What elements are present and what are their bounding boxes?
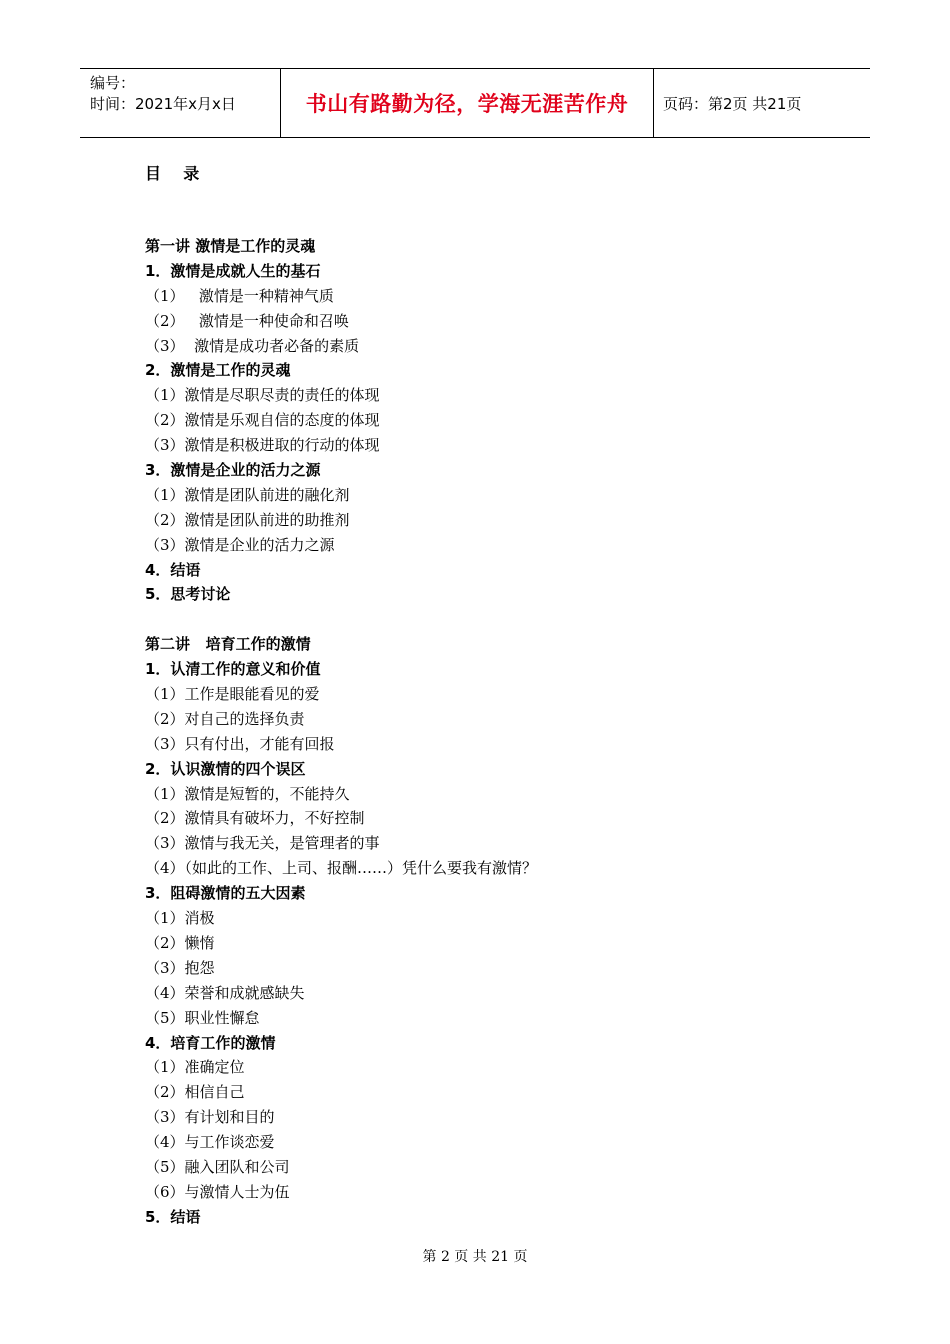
toc-item: （5）融入团队和公司	[145, 1157, 290, 1176]
toc-heading: 1．认清工作的意义和价值	[145, 660, 321, 679]
toc-item: （2）激情是团队前进的助推剂	[145, 510, 350, 529]
toc-item: （4）（如此的工作、上司、报酬……）凭什么要我有激情？	[145, 859, 538, 878]
toc-heading: 3．激情是企业的活力之源	[145, 461, 321, 480]
toc-spacer	[145, 607, 825, 632]
toc-item: （2） 激情是一种使命和召唤	[145, 311, 349, 330]
document-number-label: 编号：	[90, 74, 136, 92]
toc-item: （2）懒惰	[145, 933, 215, 952]
toc-item: （1）激情是尽职尽责的责任的体现	[145, 386, 380, 405]
toc-item: （6）与激情人士为伍	[145, 1182, 290, 1201]
toc-item: （3）激情是企业的活力之源	[145, 535, 335, 554]
toc-item: （4）荣誉和成就感缺失	[145, 983, 305, 1002]
toc-item: （3）抱怨	[145, 958, 215, 977]
toc-heading: 2．认识激情的四个误区	[145, 759, 306, 778]
toc-heading: 4．结语	[145, 560, 201, 579]
header-motto: 书山有路勤为径，学海无涯苦作舟	[281, 69, 654, 137]
toc-heading: 5．结语	[145, 1207, 201, 1226]
document-date: 时间：2021年x月x日	[90, 95, 236, 113]
toc-item: （3）激情与我无关，是管理者的事	[145, 834, 380, 853]
toc-item: （1）工作是眼能看见的爱	[145, 685, 320, 704]
page-footer: 第 2 页 共 21 页	[422, 1249, 528, 1265]
toc-heading: 第一讲 激情是工作的灵魂	[145, 237, 316, 255]
toc-item: （3）只有付出，才能有回报	[145, 734, 335, 753]
toc-title: 目 录	[145, 164, 200, 183]
toc-item: （1）激情是短暂的，不能持久	[145, 784, 350, 803]
toc-heading: 第二讲 培育工作的激情	[145, 635, 311, 654]
toc-item: （2）激情是乐观自信的态度的体现	[145, 411, 380, 430]
header-meta	[80, 69, 281, 137]
toc-item: （4）与工作谈恋爱	[145, 1133, 275, 1152]
toc-item: （1） 激情是一种精神气质	[145, 286, 334, 305]
toc-item: （3） 激情是成功者必备的素质	[145, 336, 360, 355]
header-page-info: 页码：第2页 共21页	[663, 94, 802, 113]
toc-item: （2）对自己的选择负责	[145, 709, 305, 728]
toc-item: （3）有计划和目的	[145, 1108, 275, 1127]
page-header	[80, 68, 870, 138]
toc-heading: 5．思考讨论	[145, 585, 231, 604]
table-of-contents	[145, 234, 825, 1230]
toc-item: （2）相信自己	[145, 1083, 245, 1102]
toc-item: （1）准确定位	[145, 1058, 245, 1077]
toc-heading: 1．激情是成就人生的基石	[145, 261, 321, 280]
toc-item: （2）激情具有破坏力，不好控制	[145, 809, 365, 828]
toc-item: （3）激情是积极进取的行动的体现	[145, 436, 380, 455]
toc-item: （5）职业性懈怠	[145, 1008, 260, 1027]
toc-heading: 3．阻碍激情的五大因素	[145, 884, 306, 903]
toc-item: （1）消极	[145, 909, 215, 928]
toc-heading: 4．培育工作的激情	[145, 1033, 276, 1052]
toc-heading: 2．激情是工作的灵魂	[145, 361, 291, 380]
toc-item: （1）激情是团队前进的融化剂	[145, 485, 350, 504]
